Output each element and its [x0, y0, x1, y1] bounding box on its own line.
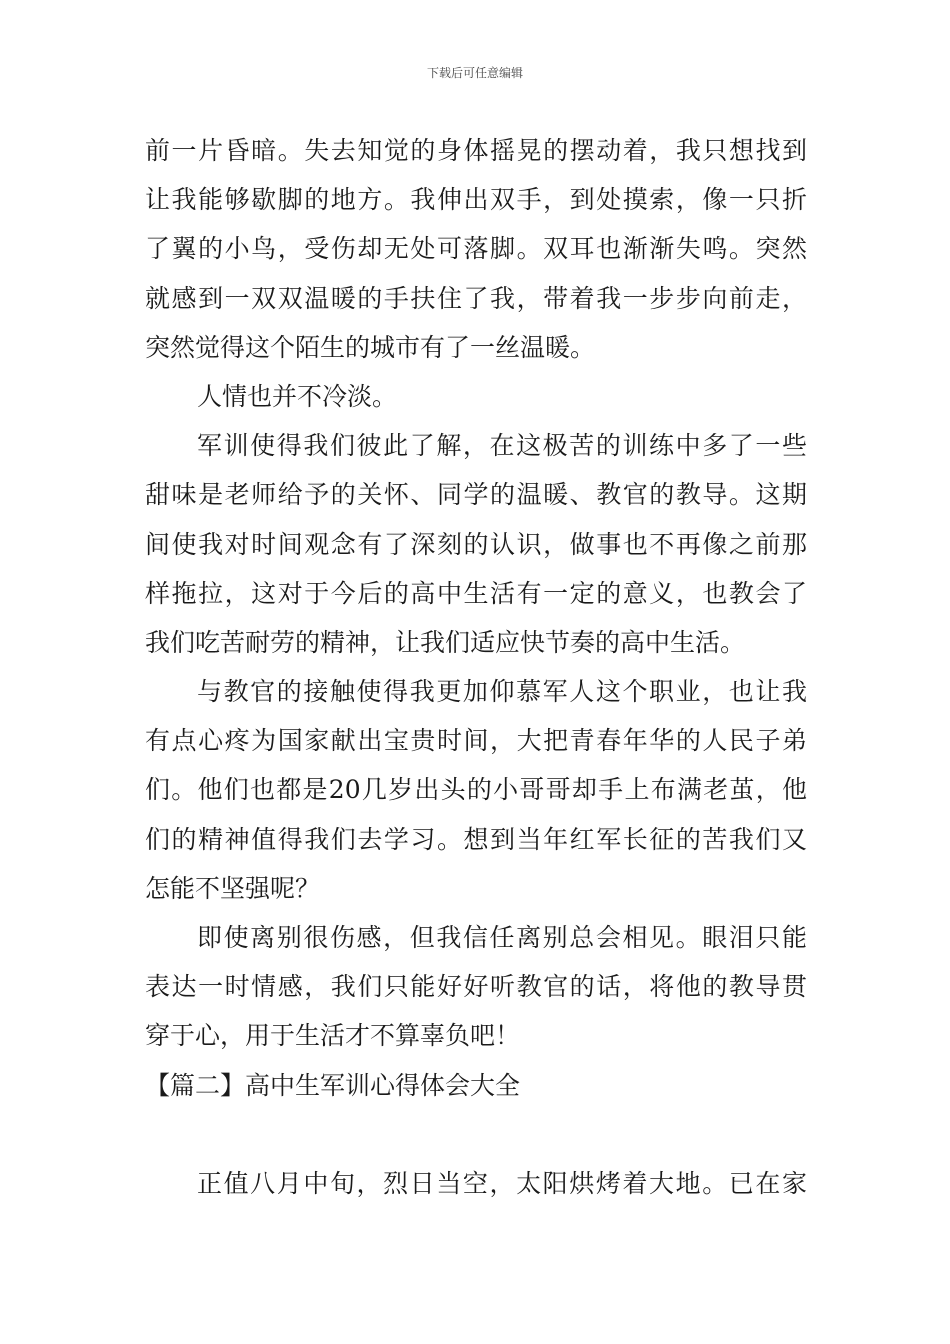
text-line: 军训使得我们彼此了解，在这极苦的训练中多了一些: [197, 431, 807, 461]
paragraph-6: [145, 1159, 807, 1208]
text-line: 让我能够歇脚的地方。我伸出双手，到处摸索，像一只折: [145, 185, 807, 215]
text-line: 即使离别很伤感，但我信任离别总会相见。眼泪只能: [197, 923, 807, 952]
text-line: 人情也并不冷淡。: [197, 381, 398, 411]
text-line: 穿于心，用于生活才不算辜负吧！: [145, 1021, 521, 1051]
blank-line: [145, 1110, 807, 1159]
section-heading: 【篇二】高中生军训心得体会大全: [145, 1070, 521, 1100]
text-line: 前一片昏暗。失去知觉的身体摇晃的摆动着，我只想找到: [145, 136, 807, 165]
text-line: 我们吃苦耐劳的精神，让我们适应快节奏的高中生活。: [145, 627, 746, 657]
text-line: 有点心疼为国家献出宝贵时间，大把青春年华的人民子弟: [145, 726, 807, 756]
text-line: 了翼的小鸟，受伤却无处可落脚。双耳也渐渐失鸣。突然: [145, 234, 807, 264]
paragraph-1: [145, 126, 807, 372]
text-line: 怎能不坚强呢？: [145, 873, 321, 903]
paragraph-3: [145, 421, 807, 667]
text-line: 表达一时情感，我们只能好好听教官的话，将他的教导贯: [145, 972, 807, 1002]
paragraph-2: [145, 372, 807, 421]
text-line: 们。他们也都是20几岁出头的小哥哥却手上布满老茧，他: [145, 775, 807, 805]
text-line: 与教官的接触使得我更加仰慕军人这个职业，也让我: [197, 677, 807, 707]
paragraph-5: [145, 913, 807, 1061]
text-line: 就感到一双双温暖的手扶住了我，带着我一步步向前走，: [145, 283, 807, 313]
text-line: 甜味是老师给予的关怀、同学的温暖、教官的教导。这期: [145, 480, 807, 510]
text-line: 突然觉得这个陌生的城市有了一丝温暖。: [145, 332, 596, 362]
text-line: 间使我对时间观念有了深刻的认识，做事也不再像之前那: [145, 529, 807, 559]
text-line: 正值八月中旬，烈日当空，太阳烘烤着大地。已在家: [197, 1168, 807, 1198]
text-line: 们的精神值得我们去学习。想到当年红军长征的苦我们又: [145, 824, 807, 854]
page-header-note: 下载后可任意编辑: [426, 66, 523, 80]
paragraph-4: [145, 667, 807, 913]
text-line: 样拖拉，这对于今后的高中生活有一定的意义，也教会了: [145, 578, 807, 608]
document-body: [145, 126, 807, 1208]
